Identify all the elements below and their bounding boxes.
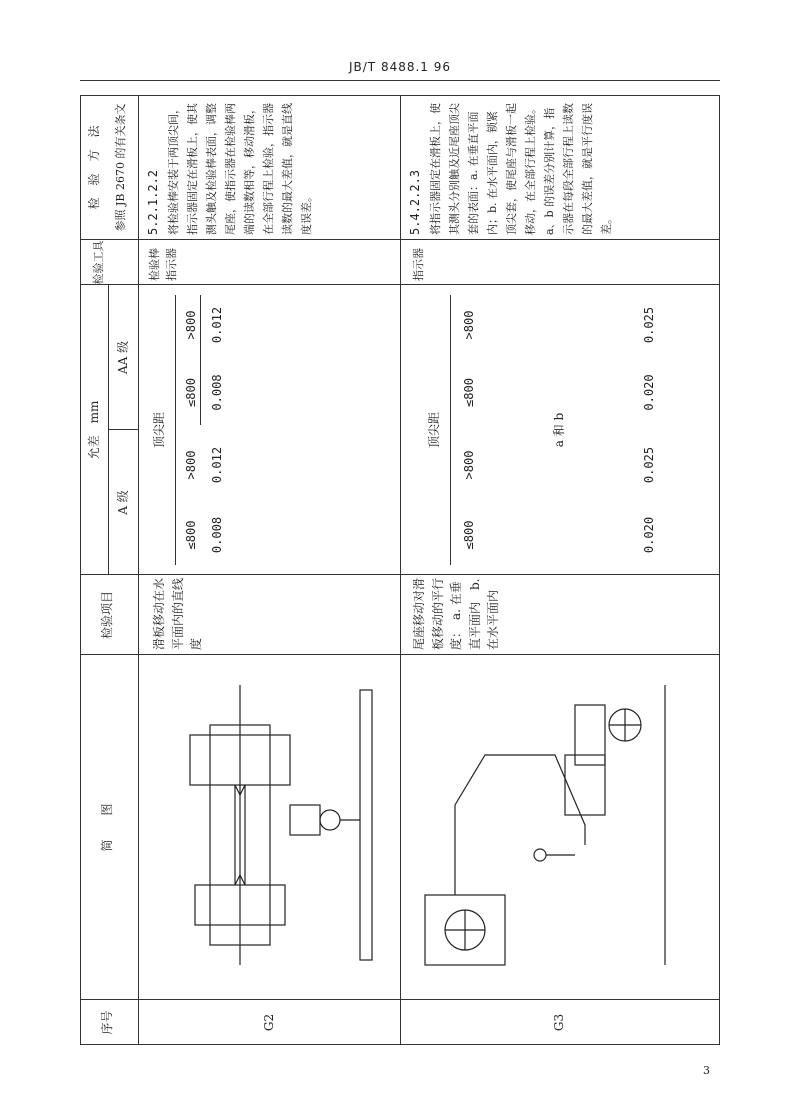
header-diagram: 简 图: [100, 803, 114, 852]
page-number: 3: [703, 1064, 710, 1077]
g3-diagram: [415, 665, 705, 985]
page-header: JB/T 8488.1 96: [348, 60, 452, 74]
row-g2-item: 滑板移动在水平面内的直线度: [152, 577, 204, 650]
row-g2-a-val-1: 0.008: [210, 516, 224, 554]
row-g2-tool: 检验棒指示器: [148, 248, 179, 281]
row-g2-method-ref: 5.2.1.2.2: [146, 169, 160, 235]
grade-rule: [108, 285, 109, 575]
g3-tol-rule: [450, 295, 451, 565]
row-g3-aa-cond-1: ≤800: [462, 378, 476, 407]
row-g3-tol-title: 顶尖距: [427, 412, 441, 449]
table-border-top: [80, 95, 81, 1045]
header-grade-aa: AA 级: [116, 340, 130, 375]
row-g2-aa-cond-2: >800: [184, 310, 198, 340]
header-separator: [138, 95, 139, 1045]
inspection-table: [80, 95, 720, 1045]
g2-diagram: [150, 665, 390, 985]
header-grade-a: A 级: [116, 490, 130, 515]
row-g2-aa-val-1: 0.008: [210, 374, 224, 411]
row-g3-aa-val-1: 0.020: [642, 374, 656, 411]
header-serial: 序号: [100, 1010, 114, 1035]
row-g3-tool: 指示器: [412, 248, 425, 281]
header-method-sub: 参照 JB 2670 的有关条文: [114, 103, 127, 232]
row-g2-a-cond-2: >800: [184, 450, 198, 480]
row-g3-method: 将指示器固定在滑板上，使其测头分别触及近尾座顶尖套的表面：a. 在垂直平面内；b. 在水平面内，锁紧顶尖套，使尾座与滑板一起移动，在全部行程上检验。a、b 的误差分别计算，指示器在每段全部行程上读数的最大差值，就是平行度误差。: [429, 103, 613, 235]
row-g3-a-val-1: 0.020: [642, 516, 656, 554]
row-g2-a-cond-1: ≤800: [184, 520, 198, 550]
row-g2-a-val-2: 0.012: [210, 446, 224, 484]
row-g3-method-ref: 5.4.2.2.3: [408, 169, 422, 235]
header-method: 检 验 方 法: [87, 125, 101, 210]
row-g2-method: 将检验棒安装于两顶尖间，指示器固定在滑板上，使其测头触及检验棒表面，调整尾座，使指示器在检验棒两端的读数相等，移动滑板，在全部行程上检验，指示器读数的最大差值，就是直线度误差。: [167, 103, 313, 235]
header-tolerance: 允差 mm: [87, 400, 101, 460]
header-tool: 检验工具: [92, 240, 105, 285]
row-g3-ab-label: a 和 b: [552, 412, 566, 448]
row-g3-aa-val-2: 0.025: [642, 306, 656, 344]
row-g3-aa-cond-2: >800: [462, 310, 476, 340]
row-separator: [400, 95, 401, 1045]
row-g3-item: 尾座移动对滑板移动的平行度： a. 在垂直平面内 b. 在水平面内: [412, 577, 501, 650]
row-g3-a-val-2: 0.025: [642, 446, 656, 484]
header-rule: [80, 80, 720, 81]
g2-tol-rule: [175, 295, 176, 565]
row-g3-a-cond-2: >800: [462, 450, 476, 480]
row-g2-tol-title: 顶尖距: [152, 412, 166, 449]
row-g3-serial: G3: [552, 1013, 566, 1032]
header-item: 检验项目: [100, 591, 114, 640]
row-g2-aa-val-2: 0.012: [210, 306, 224, 344]
table-border-bottom: [719, 95, 720, 1045]
row-g2-serial: G2: [262, 1013, 276, 1032]
row-g3-a-cond-1: ≤800: [462, 520, 476, 550]
row-g2-aa-cond-1: ≤800: [184, 378, 198, 407]
